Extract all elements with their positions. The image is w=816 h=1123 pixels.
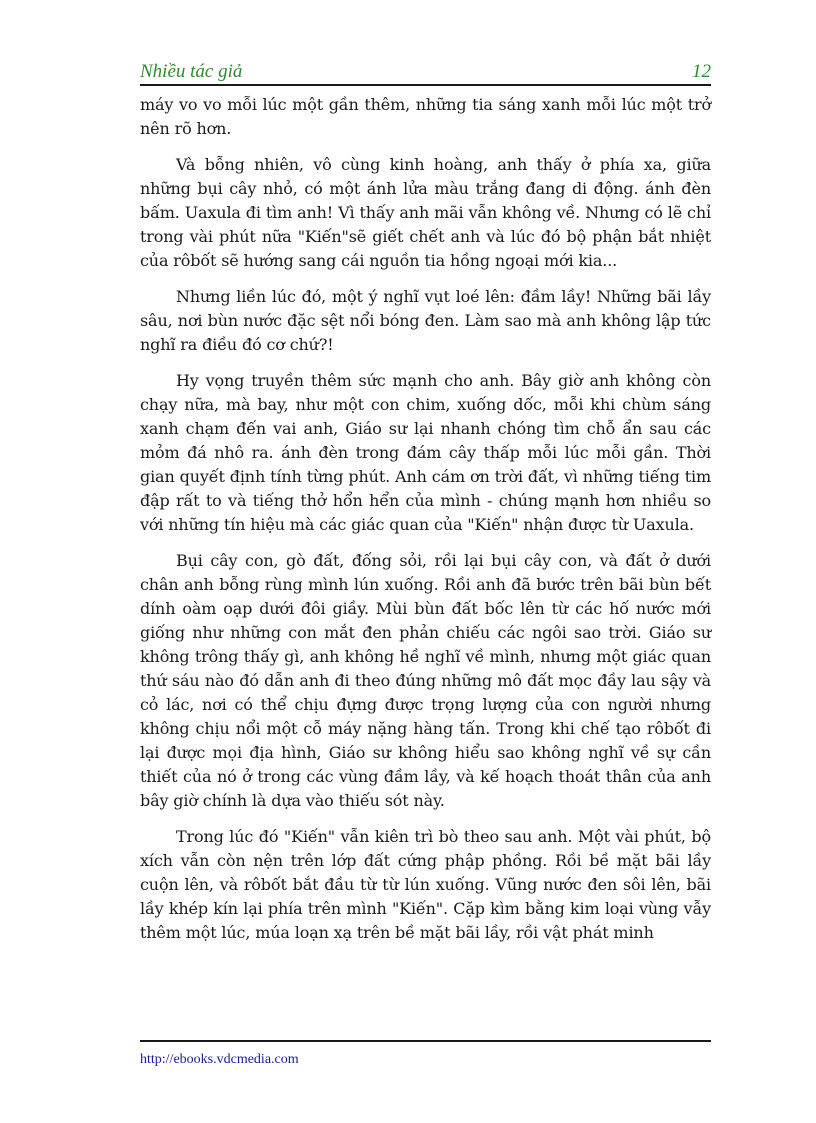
paragraph: Hy vọng truyền thêm sức mạnh cho anh. Bây giờ anh không còn chạy nữa, mà bay, như một con chim, xuống dốc, mỗi khi chùm sáng xanh chạm đến vai anh, Giáo sư lại nhanh chóng tìm chỗ ẩn sau các mỏm đá nhô ra. ánh đèn trong đám cây thấp mỗi lúc mỗi gần. Thời gian quyết định tính từng phút. Anh cám ơn trời đất, vì những tiếng tim đập rất to và tiếng thở hổn hển của mình - chúng mạnh hơn nhiều so với những tín hiệu mà các giác quan của "Kiến" nhận được từ Uaxula. <box>140 371 711 534</box>
footer-url-link[interactable]: http://ebooks.vdcmedia.com <box>140 1052 299 1067</box>
paragraph: Và bỗng nhiên, vô cùng kinh hoàng, anh thấy ở phía xa, giữa những bụi cây nhỏ, có một ánh lửa màu trắng đang di động. ánh đèn bấm. Uaxula đi tìm anh! Vì thấy anh mãi vẫn không về. Nhưng có lẽ chỉ trong vài phút nữa "Kiến"sẽ giết chết anh và lúc đó bộ phận bắt nhiệt của rôbốt sẽ hướng sang cái nguồn tia hồng ngoại mới kia... <box>140 155 711 270</box>
paragraph: Trong lúc đó "Kiến" vẫn kiên trì bò theo sau anh. Một vài phút, bộ xích vẫn còn nện trên lớp đất cứng phập phồng. Rồi bề mặt bãi lầy cuộn lên, và rôbốt bắt đầu từ từ lún xuống. Vũng nước đen sôi lên, bãi lầy khép kín lại phía trên mình "Kiến". Cặp kìm bằng kim loại vùng vẫy thêm một lúc, múa loạn xạ trên bề mặt bãi lầy, rồi vật phát minh <box>140 827 711 942</box>
page-footer <box>140 1040 711 1068</box>
page-number: 12 <box>692 61 711 82</box>
paragraph-continuation: máy vo vo mỗi lúc một gần thêm, những tia sáng xanh mỗi lúc một trở nên rõ hơn. <box>140 95 711 138</box>
book-author-title: Nhiều tác giả <box>140 61 243 82</box>
page-header <box>140 60 711 86</box>
page-body <box>140 93 711 945</box>
paragraph: Nhưng liền lúc đó, một ý nghĩ vụt loé lên: đầm lầy! Những bãi lầy sâu, nơi bùn nước đặc sệt nổi bóng đen. Làm sao mà anh không lập tức nghĩ ra điều đó cơ chứ?! <box>140 287 711 354</box>
paragraph: Bụi cây con, gò đất, đống sỏi, rồi lại bụi cây con, và đất ở dưới chân anh bỗng rùng mình lún xuống. Rồi anh đã bước trên bãi bùn bết dính oàm oạp dưới đôi giầy. Mùi bùn đất bốc lên từ các hố nước mới giống như những con mắt đen phản chiếu các ngôi sao trời. Giáo sư không trông thấy gì, anh không hề nghĩ về mình, nhưng một giác quan thứ sáu nào đó dẫn anh đi theo đúng những mô đất mọc đầy lau sậy và cỏ lác, nơi có thể chịu đựng được trọng lượng của con người nhưng không chịu nổi một cỗ máy nặng hàng tấn. Trong khi chế tạo rôbốt đi lại được mọi địa hình, Giáo sư không hiểu sao không nghĩ về sự cần thiết của nó ở trong các vùng đầm lầy, và kế hoạch thoát thân của anh bây giờ chính là dựa vào thiếu sót này. <box>140 551 711 810</box>
